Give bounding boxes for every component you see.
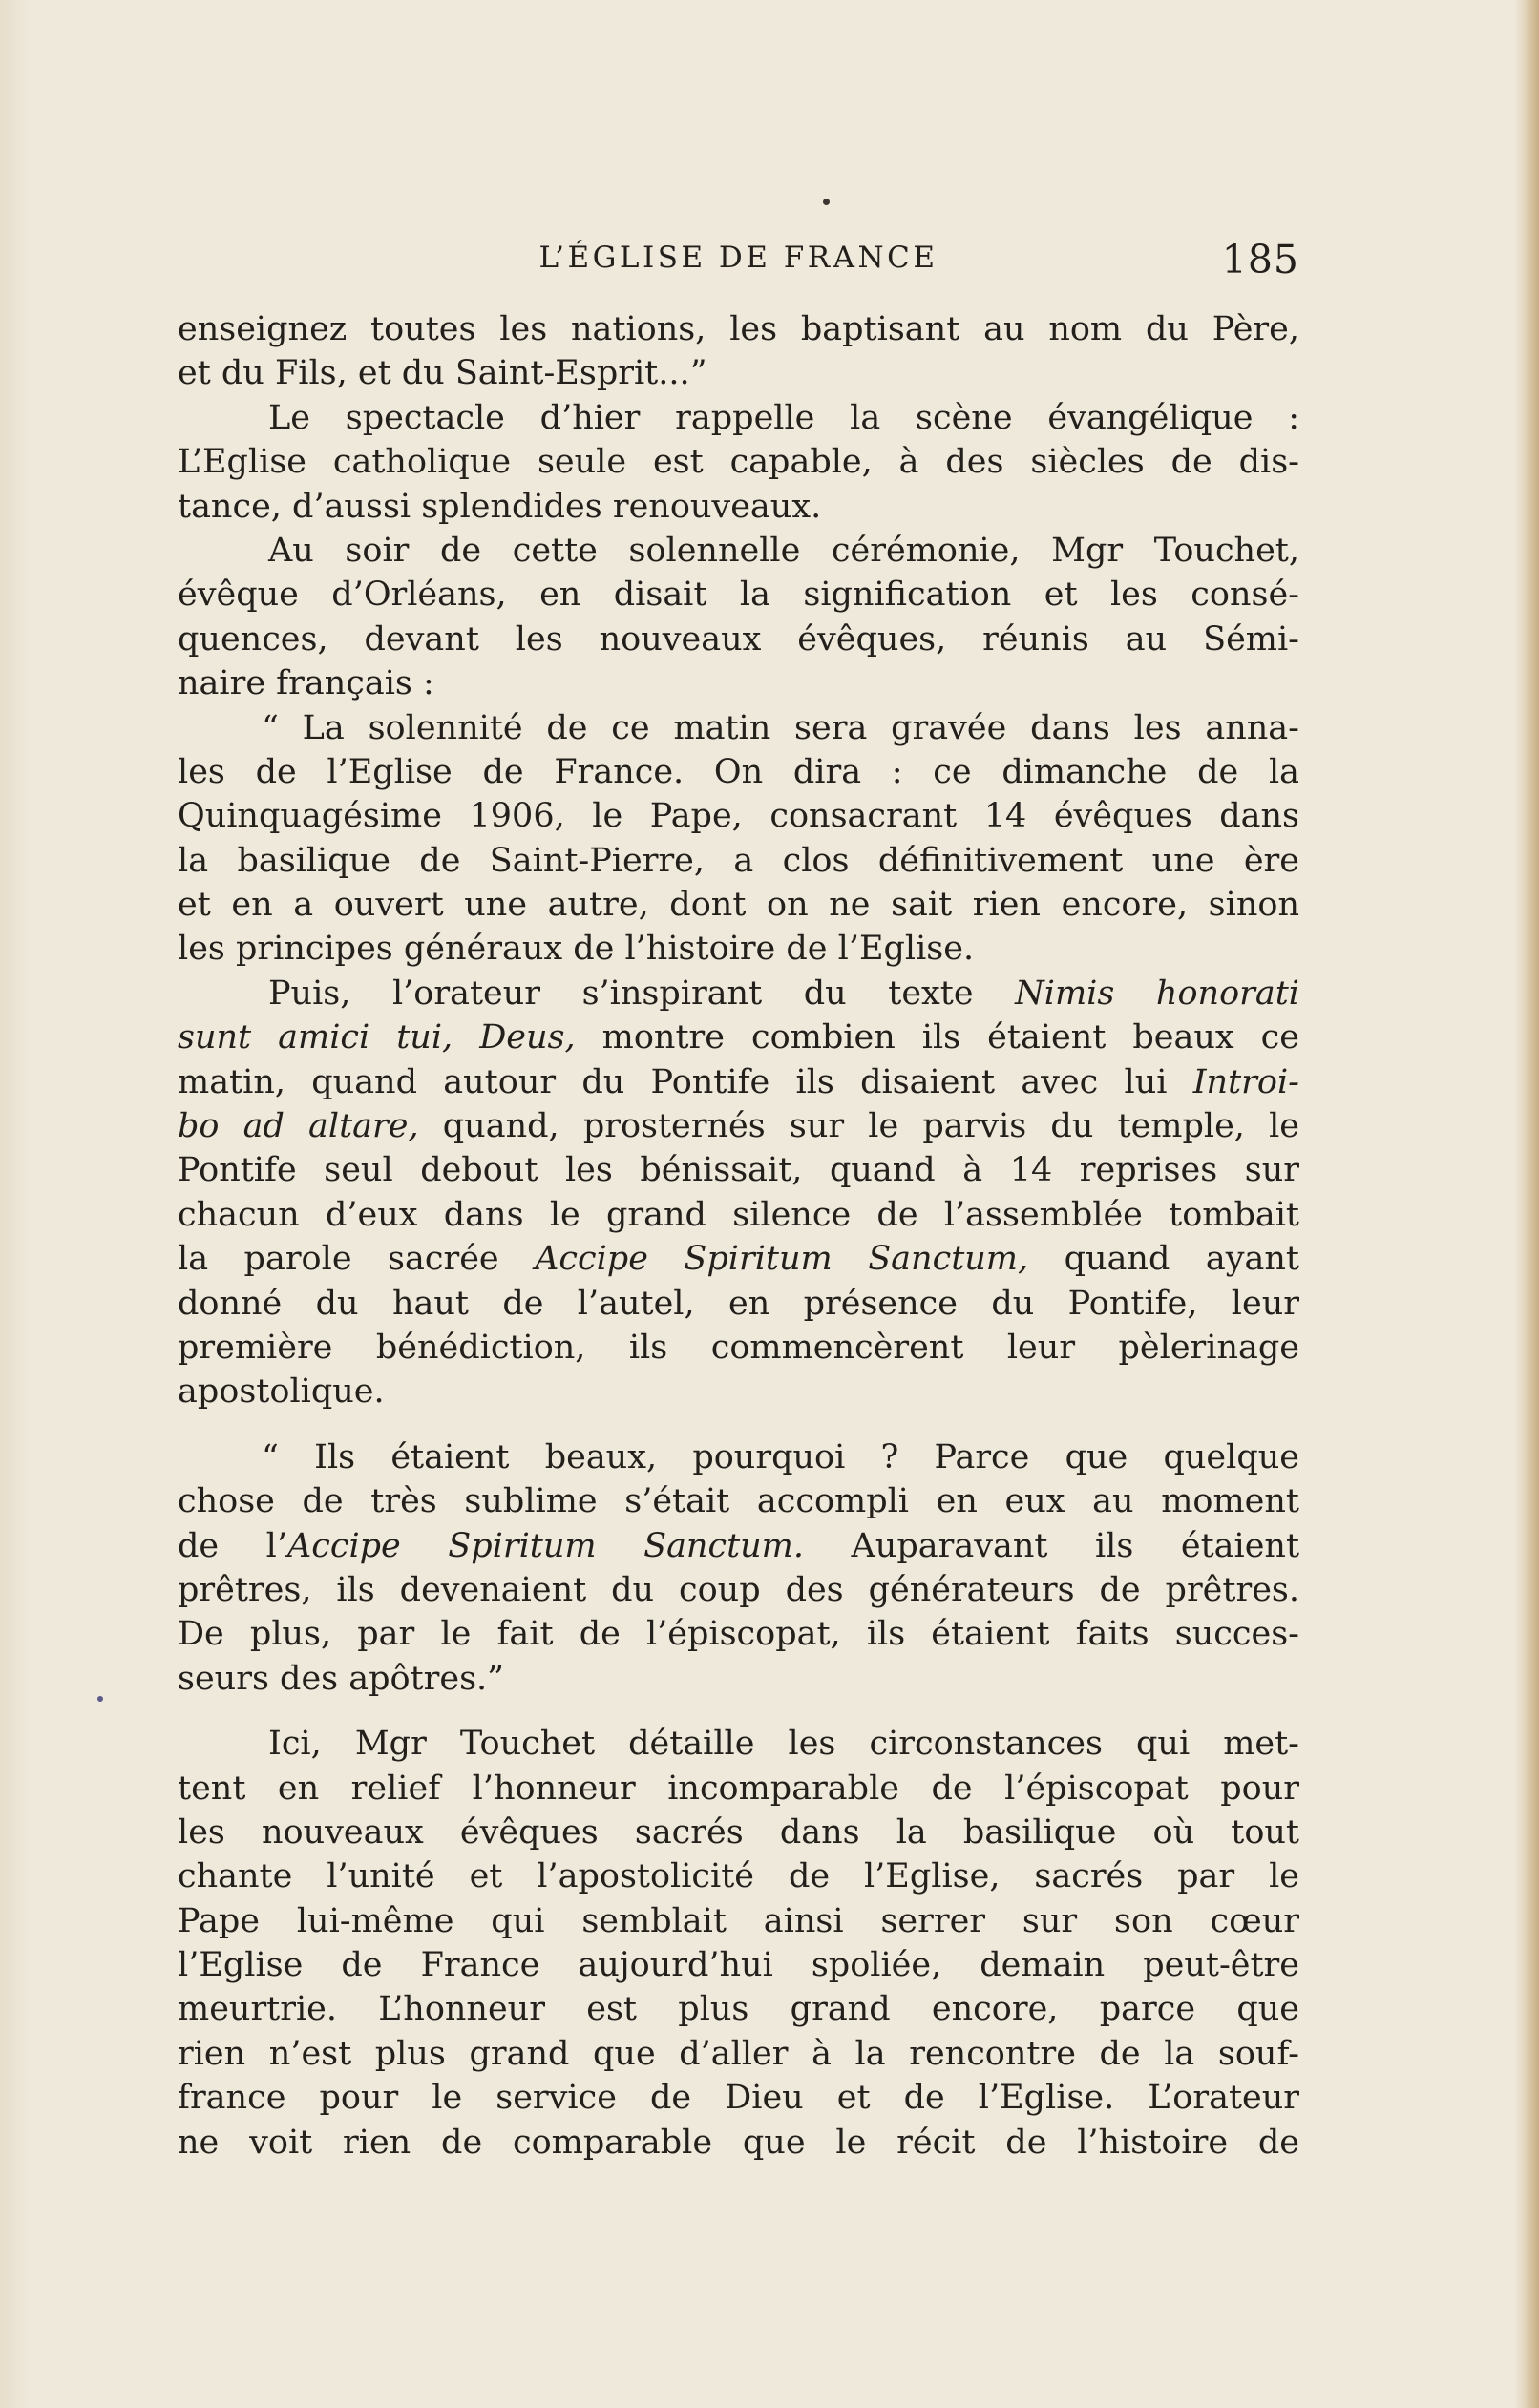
text-line: Au soir de cette solennelle cérémonie, Mgr Touchet, [268, 531, 1299, 570]
text-line: sunt amici tui, Deus, montre combien ils étaient beaux ce [178, 1018, 1299, 1057]
text-line: Puis, l’orateur s’inspirant du texte Nimis honorati [268, 974, 1299, 1013]
text-line: apostolique. [178, 1372, 385, 1412]
print-speck [97, 1696, 103, 1702]
text-line: prêtres, ils devenaient du coup des générateurs de prêtres. [178, 1570, 1299, 1609]
text-line: donné du haut de l’autel, en présence du Pontife, leur [178, 1284, 1299, 1323]
text-line: quences, devant les nouveaux évêques, réunis au Sémi- [178, 619, 1299, 659]
text-line: tance, d’aussi splendides renouveaux. [178, 487, 822, 526]
text-line: chante l’unité et l’apostolicité de l’Eglise, sacrés par le [178, 1857, 1299, 1896]
text-line: l’Eglise de France aujourd’hui spoliée, demain peut-être [178, 1946, 1299, 1985]
page-left-shadow [0, 0, 29, 2408]
text-line: ne voit rien de comparable que le récit de l’histoire de [178, 2123, 1299, 2162]
body-text [178, 307, 1299, 2165]
text-line: évêque d’Orléans, en disait la signification et les consé- [178, 576, 1299, 615]
text-line: de l’Accipe Spiritum Sanctum. Auparavant ils étaient [178, 1526, 1299, 1565]
text-line: et en a ouvert une autre, dont on ne sait rien encore, sinon [178, 886, 1299, 925]
text-line: De plus, par le fait de l’épiscopat, ils étaient faits succes- [178, 1615, 1299, 1654]
text-line: “ Ils étaient beaux, pourquoi ? Parce que quelque [262, 1437, 1299, 1476]
text-line: Le spectacle d’hier rappelle la scène évangélique : [268, 398, 1299, 437]
text-line: Pape lui-même qui semblait ainsi serrer sur son cœur [178, 1901, 1299, 1940]
text-line: Quinquagésime 1906, le Pape, consacrant 14 évêques dans [178, 797, 1299, 836]
text-line: les de l’Eglise de France. On dira : ce dimanche de la [178, 752, 1299, 791]
paragraph-gap [178, 1414, 1299, 1435]
text-line: france pour le service de Dieu et de l’Eglise. L’orateur [178, 2079, 1299, 2118]
text-line: chacun d’eux dans le grand silence de l’assemblée tombait [178, 1195, 1299, 1234]
text-line: la basilique de Saint-Pierre, a clos définitivement une ère [178, 841, 1299, 880]
text-line: première bénédiction, ils commencèrent leur pèlerinage [178, 1328, 1299, 1367]
text-line: bo ad altare, quand, prosternés sur le parvis du temple, le [178, 1107, 1299, 1146]
text-line: L’Eglise catholique seule est capable, à des siècles de dis- [178, 443, 1299, 482]
text-line: tent en relief l’honneur incomparable de l’épiscopat pour [178, 1769, 1299, 1808]
page-header [178, 237, 1299, 284]
paragraph-gap [178, 1701, 1299, 1722]
text-line: naire français : [178, 664, 434, 703]
text-line: Ici, Mgr Touchet détaille les circonstances qui met- [268, 1725, 1299, 1764]
text-line: enseignez toutes les nations, les baptisant au nom du Père, [178, 310, 1299, 348]
text-line: les principes généraux de l’histoire de l’Eglise. [178, 930, 975, 969]
running-title: L’ÉGLISE DE FRANCE [538, 241, 938, 275]
page-number: 185 [1221, 237, 1299, 283]
text-line: chose de très sublime s’était accompli en eux au moment [178, 1482, 1299, 1521]
text-line: les nouveaux évêques sacrés dans la basilique où tout [178, 1812, 1299, 1852]
text-line: meurtrie. L’honneur est plus grand encore, parce que [178, 1990, 1299, 2029]
text-line: rien n’est plus grand que d’aller à la rencontre de la souf- [178, 2034, 1299, 2073]
text-line: “ La solennité de ce matin sera gravée dans les anna- [262, 708, 1299, 747]
text-line: Pontife seul debout les bénissait, quand à 14 reprises sur [178, 1151, 1299, 1190]
text-line: et du Fils, et du Saint-Esprit...” [178, 354, 707, 393]
page-right-edge [1514, 0, 1539, 2408]
text-line: la parole sacrée Accipe Spiritum Sanctum, quand ayant [178, 1240, 1299, 1279]
text-line: seurs des apôtres.” [178, 1659, 505, 1698]
text-line: matin, quand autour du Pontife ils disaient avec lui Introi- [178, 1062, 1299, 1101]
print-speck [823, 199, 830, 205]
